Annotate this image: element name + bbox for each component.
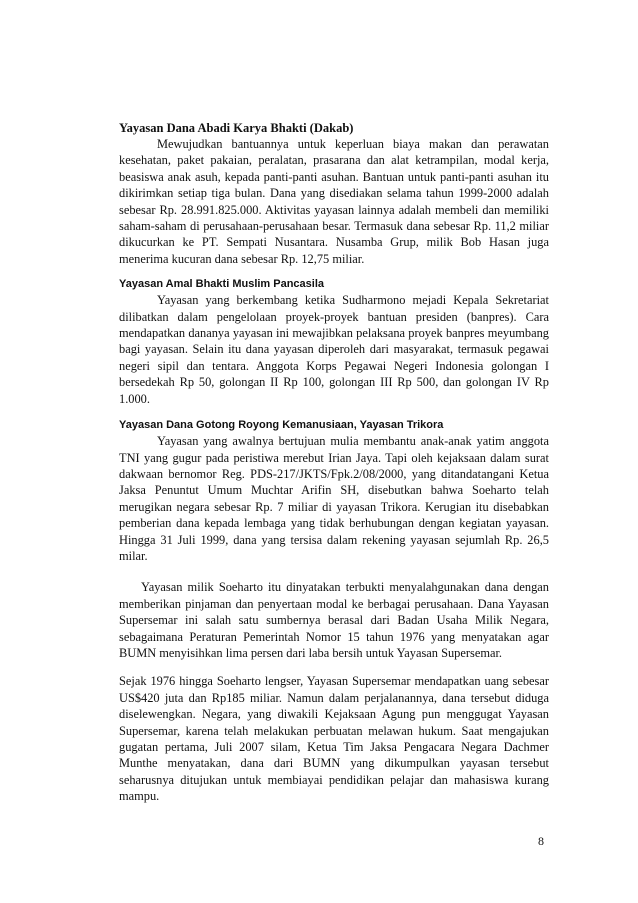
section-body-dakab: Mewujudkan bantuannya untuk keperluan biaya makan dan perawatan kesehatan, paket pakaian, peralatan, prasarana dan alat ketrampilan, modal kerja, beasiswa anak asuh, kepada panti-panti asuhan. Bantuan untuk panti-panti asuhan itu dikirimkan setiap tiga bulan. Dana yang disediakan selama tahun 1999-2000 adalah sebesar Rp. 28.991.825.000. Aktivitas yayasan lainnya adalah membeli dan memiliki saham-saham di perusahaan-perusahaan besar. Termasuk dana sebesar Rp. 11,2 miliar dikucurkan ke PT. Sempati Nusantara. Nusamba Grup, milik Bob Hasan juga menerima kucuran dana sebesar Rp. 12,75 miliar. (119, 137, 549, 266)
paragraph-supersemar: Yayasan milik Soeharto itu dinyatakan terbukti menyalahgunakan dana dengan memberikan pinjaman dan penyertaan modal ke berbagai perusahaan. Dana Yayasan Supersemar ini salah satu sumbernya berasal dari Badan Usaha Milik Negara, sebagaimana Peraturan Pemerintah Nomor 15 tahun 1976 yang menyatakan agar BUMN menyisihkan lima persen dari laba bersih untuk Yayasan Supersemar. (119, 580, 549, 660)
section-heading-amal-bhakti: Yayasan Amal Bhakti Muslim Pancasila (119, 278, 325, 291)
section-heading-dakab: Yayasan Dana Abadi Karya Bhakti (Dakab) (119, 121, 354, 135)
page-number: 8 (538, 834, 544, 848)
section-body-amal-bhakti: Yayasan yang berkembang ketika Sudharmono mejadi Kepala Sekretariat dilibatkan dalam pengelolaan proyek-proyek bantuan presiden (banpres). Cara mendapatkan dananya yayasan ini mewajibkan pelaksana proyek banpres meyumbang bagi yayasan. Selain itu dana yayasan diperoleh dari masyarakat, termasuk pegawai negeri sipil dan tentara. Anggota Korps Pegawai Negeri Indonesia golongan I bersedekah Rp 50, golongan II Rp 100, golongan III Rp 500, dan golongan IV Rp 1.000. (119, 293, 549, 406)
section-heading-trikora: Yayasan Dana Gotong Royong Kemanusiaan, Yayasan Trikora (119, 419, 444, 432)
paragraph-final: Sejak 1976 hingga Soeharto lengser, Yayasan Supersemar mendapatkan uang sebesar US$420 juta dan Rp185 miliar. Namun dalam perjalanannya, dana tersebut diduga diselewengkan. Negara, yang diwakili Kejaksaan Agung pun menggugat Yayasan Supersemar, karena telah melakukan perbuatan melawan hukum. Saat mengajukan gugatan pertama, Juli 2007 silam, Ketua Tim Jaksa Pengacara Negara Dachmer Munthe menyatakan, dana dari BUMN yang dikumpulkan yayasan tersebut seharusnya ditujukan untuk membiayai pendidikan pelajar dan mahasiswa kurang mampu. (119, 674, 549, 804)
page-content (119, 120, 549, 805)
section-body-trikora: Yayasan yang awalnya bertujuan mulia membantu anak-anak yatim anggota TNI yang gugur pada peristiwa merebut Irian Jaya. Tapi oleh kejaksaan dalam surat dakwaan bernomor Reg. PDS-217/JKTS/Fpk.2/08/2000, yang ditandatangani Ketua Jaksa Penuntut Umum Muchtar Arifin SH, disebutkan bahwa Soeharto telah merugikan negara sebesar Rp. 7 miliar di yayasan Trikora. Kerugian itu disebabkan pemberian dana kepada lembaga yang tidak berhubungan dengan kegiatan yayasan. Hingga 31 Juli 1999, dana yang tersisa dalam rekening yayasan sejumlah Rp. 26,5 milar. (119, 434, 549, 563)
